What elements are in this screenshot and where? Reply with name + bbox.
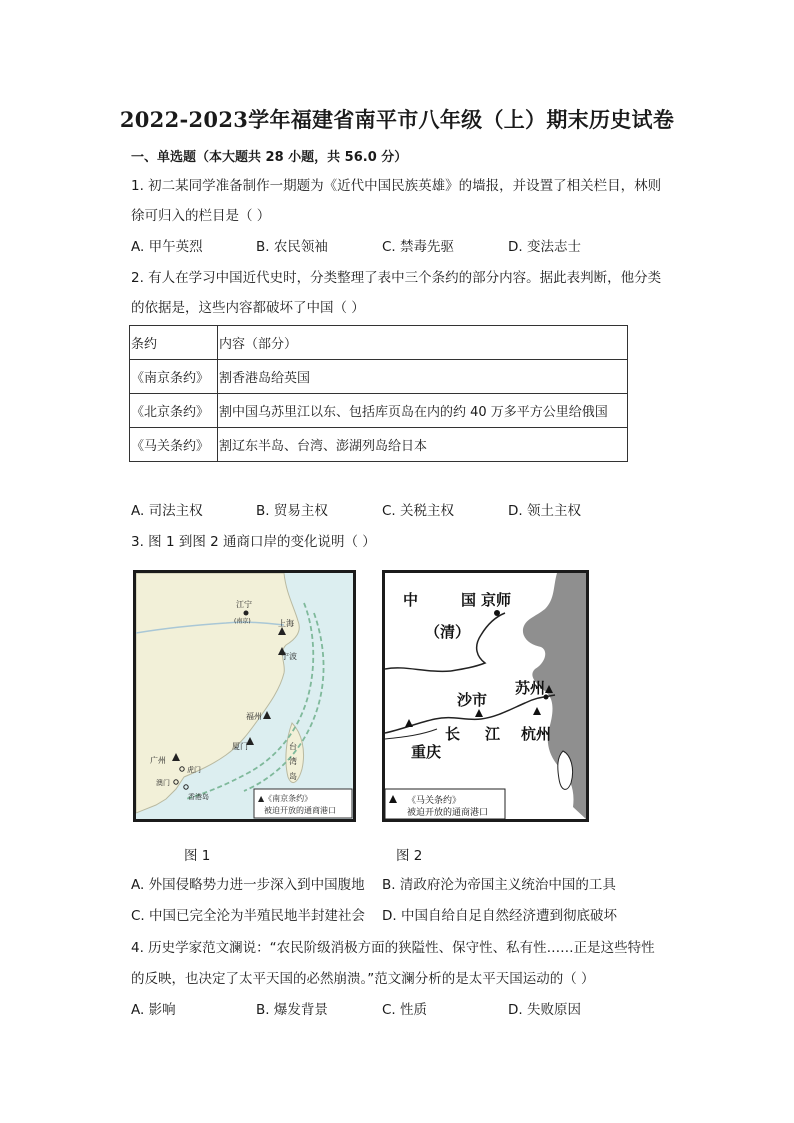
map2-label-zhong: 中 — [403, 591, 419, 609]
map1-label-macau: 澳门 — [156, 779, 170, 787]
table-header-row — [130, 326, 628, 360]
q2-option-a[interactable]: A. 司法主权 — [131, 503, 203, 519]
q3-option-c[interactable]: C. 中国已完全沦为半殖民地半封建社会 — [131, 908, 366, 924]
map1-label-nanjing: (南京) — [234, 618, 251, 625]
q4-option-a[interactable]: A. 影响 — [131, 1002, 176, 1018]
figure-1-caption: 图 1 — [184, 848, 211, 864]
map1-legend-line1: ▲《南京条约》 — [258, 794, 313, 803]
q3-stem: 3. 图 1 到图 2 通商口岸的变化说明（ ） — [131, 534, 376, 550]
q4-stem-line2: 的反映，也决定了太平天国的必然崩溃。”范文澜分析的是太平天国运动的（ ） — [131, 971, 595, 987]
map2-label-chang: 长 — [445, 725, 461, 743]
map1-label-jiangning: 江宁 — [236, 600, 252, 609]
q4-stem-line1: 4. 历史学家范文澜说：“农民阶级消极方面的狭隘性、保守性、私有性……正是这些特性 — [131, 940, 655, 956]
q1-option-c[interactable]: C. 禁毒先驱 — [382, 239, 455, 255]
section-heading: 一、单选题（本大题共 28 小题，共 56.0 分） — [131, 150, 408, 165]
map1-label-humen: 虎门 — [187, 766, 201, 774]
q4-option-b[interactable]: B. 爆发背景 — [256, 1002, 328, 1018]
map1-label-tai: 台 — [289, 742, 297, 751]
table-cell: 《南京条约》 — [130, 360, 218, 394]
q2-stem-line2: 的依据是，这些内容都破坏了中国（ ） — [131, 300, 365, 316]
map1-label-ningbo: 宁波 — [281, 652, 297, 661]
map2-legend-line1: 《马关条约》 — [407, 796, 462, 806]
table-row — [130, 394, 628, 428]
map2-label-hangzhou: 杭州 — [521, 725, 552, 743]
map2-graphic — [385, 573, 586, 819]
q1-stem-line1: 1. 初二某同学准备制作一期题为《近代中国民族英雄》的墙报，并设置了相关栏目，林则 — [131, 178, 662, 194]
table-cell: 《北京条约》 — [130, 394, 218, 428]
table-row — [130, 360, 628, 394]
figure-2-caption: 图 2 — [396, 848, 423, 864]
q1-stem-line2: 徐可归入的栏目是（ ） — [131, 208, 271, 224]
q3-option-b[interactable]: B. 清政府沦为帝国主义统治中国的工具 — [382, 877, 616, 893]
table-cell: 割香港岛给英国 — [218, 360, 628, 394]
table-row — [130, 428, 628, 462]
map1-label-dao: 岛 — [289, 772, 297, 781]
q2-option-d[interactable]: D. 领土主权 — [508, 503, 581, 519]
q2-stem-line1: 2. 有人在学习中国近代史时，分类整理了表中三个条约的部分内容。据此表判断，他分类 — [131, 270, 662, 286]
map-figure-2 — [382, 570, 589, 822]
map1-label-hongkong: 香港岛 — [188, 793, 209, 801]
table-cell: 割辽东半岛、台湾、澎湖列岛给日本 — [218, 428, 628, 462]
map2-label-jingshi: 京师 — [481, 591, 512, 609]
table-cell: 《马关条约》 — [130, 428, 218, 462]
map2-label-guo: 国 — [461, 591, 477, 609]
q3-option-d[interactable]: D. 中国自给自足自然经济遭到彻底破坏 — [382, 908, 617, 924]
q1-option-d[interactable]: D. 变法志士 — [508, 239, 581, 255]
q2-option-c[interactable]: C. 关税主权 — [382, 503, 455, 519]
map2-label-chongqing: 重庆 — [411, 743, 442, 761]
map2-label-jiang: 江 — [485, 725, 501, 743]
q1-option-a[interactable]: A. 甲午英烈 — [131, 239, 203, 255]
map1-label-fuzhou: 福州 — [246, 712, 262, 721]
q1-option-b[interactable]: B. 农民领袖 — [256, 239, 328, 255]
map1-label-shanghai: 上海 — [278, 619, 294, 628]
treaty-table — [129, 325, 628, 462]
map2-label-qing: （清） — [425, 623, 471, 641]
map2-label-suzhou: 苏州 — [515, 679, 546, 697]
q4-option-c[interactable]: C. 性质 — [382, 1002, 428, 1018]
map1-label-xiamen: 厦门 — [232, 742, 248, 751]
map2-legend-line2: 被迫开放的通商港口 — [407, 808, 489, 818]
map1-legend-line2: 被迫开放的通商港口 — [264, 806, 336, 815]
map2-label-shashi: 沙市 — [457, 691, 488, 709]
q4-option-d[interactable]: D. 失败原因 — [508, 1002, 581, 1018]
table-header-cell: 内容（部分） — [218, 326, 628, 360]
q3-option-a[interactable]: A. 外国侵略势力进一步深入到中国腹地 — [131, 877, 365, 893]
map1-graphic — [136, 573, 353, 819]
q2-option-b[interactable]: B. 贸易主权 — [256, 503, 328, 519]
table-cell: 割中国乌苏里江以东、包括库页岛在内的约 40 万多平方公里给俄国 — [218, 394, 628, 428]
map1-label-guangzhou: 广州 — [150, 756, 166, 765]
map1-label-wan: 湾 — [289, 757, 297, 766]
exam-title: 2022-2023学年福建省南平市八年级（上）期末历史试卷 — [119, 107, 675, 132]
map-figure-1 — [133, 570, 356, 822]
table-header-cell: 条约 — [130, 326, 218, 360]
